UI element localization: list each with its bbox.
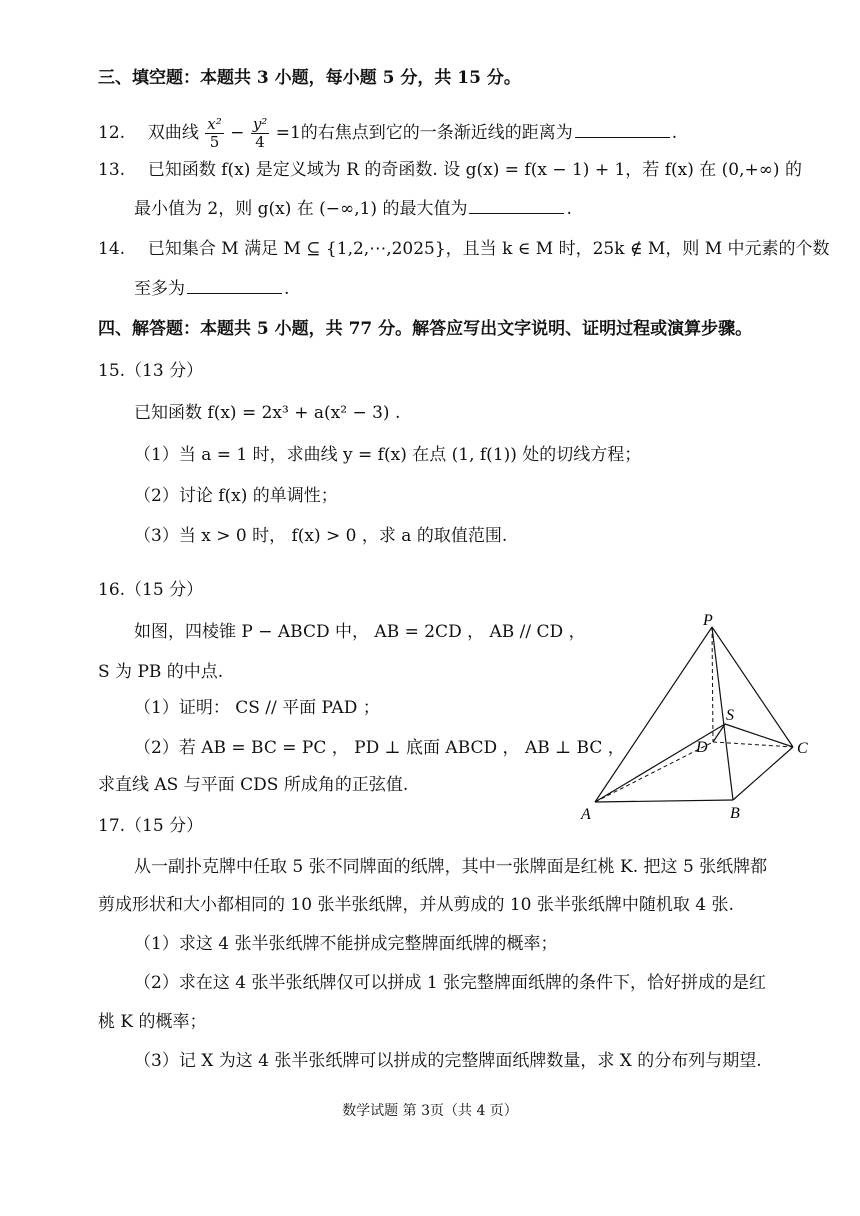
label-S: S — [726, 707, 734, 724]
edge-PA — [595, 627, 712, 802]
q14-number: 14. — [98, 239, 126, 259]
question-13 — [98, 159, 802, 181]
q16-part2: （2）若 AB = BC = PC ， PD ⊥ 底面 ABCD ， AB ⊥ BC ， — [134, 738, 625, 758]
q12-eq: =1 — [275, 123, 301, 143]
q17-part3: （3）记 X 为这 4 张半张纸牌可以拼成的完整牌面纸牌数量，求 X 的分布列与期望. — [134, 1051, 762, 1071]
q14-end: . — [284, 279, 290, 299]
edge-SD — [713, 724, 725, 742]
q13-number: 13. — [98, 160, 126, 180]
q15-part3: （3）当 x > 0 时， f(x) > 0 ，求 a 的取值范围. — [134, 526, 508, 546]
q14-answer-blank — [187, 277, 282, 294]
q15-part2: （2）讨论 f(x) 的单调性； — [134, 486, 338, 506]
q17-part2b: 桃 K 的概率； — [98, 1012, 207, 1032]
q14-line1: 已知集合 M 满足 M ⊆ {1,2,⋯,2025}，且当 k ∈ M 时，25k ∉ M，则 M 中元素的个数 — [147, 239, 830, 259]
q12-answer-blank — [575, 121, 670, 138]
q16-part2b: 求直线 AS 与平面 CDS 所成角的正弦值. — [98, 775, 409, 795]
q17-stem2: 剪成形状和大小都相同的 10 张半张纸牌，并从剪成的 10 张半张纸牌中随机取 4 张. — [98, 895, 734, 915]
section3-heading: 三、填空题：本题共 3 小题，每小题 5 分，共 15 分。 — [98, 68, 521, 88]
page-footer: 数学试题 第 3页（共 4 页） — [342, 1103, 518, 1119]
q13-line2-text: 最小值为 2，则 g(x) 在 (−∞,1) 的最大值为 — [134, 199, 468, 219]
q15-stem: 已知函数 f(x) = 2x³ + a(x² − 3) . — [134, 403, 401, 423]
q14-line2 — [134, 277, 289, 300]
q15-part1: （1）当 a = 1 时，求曲线 y = f(x) 在点 (1, f(1)) 处的切线方程； — [134, 445, 642, 465]
edge-PD — [712, 627, 713, 742]
edge-AS — [595, 724, 725, 802]
q13-line2 — [134, 197, 572, 220]
q12-minus: − — [230, 123, 245, 143]
q14-line2-text: 至多为 — [134, 279, 185, 299]
section4-heading: 四、解答题：本题共 5 小题，共 77 分。解答应写出文字说明、证明过程或演算步骤。 — [98, 319, 753, 339]
q12-fraction-2: $\frac{\text{y²}}{4}$ — [252, 115, 268, 151]
q13-line1: 已知函数 f(x) 是定义域为 R 的奇函数. 设 g(x) = f(x − 1) + 1，若 f(x) 在 (0,+∞) 的 — [147, 160, 802, 180]
q12-post: 的右焦点到它的一条渐近线的距离为 — [300, 123, 573, 143]
q17-stem1: 从一副扑克牌中任取 5 张不同牌面的纸牌，其中一张牌面是红桃 K. 把这 5 张纸牌都 — [134, 857, 768, 877]
edge-AB — [595, 800, 733, 802]
label-A: A — [581, 806, 591, 823]
question-12 — [98, 116, 677, 151]
q13-answer-blank — [469, 197, 564, 214]
q17-header: 17.（15 分） — [98, 816, 204, 836]
label-P: P — [703, 612, 713, 629]
q16-part1: （1）证明： CS // 平面 PAD ； — [134, 698, 380, 718]
q16-header: 16.（15 分） — [98, 580, 204, 600]
q15-header: 15.（13 分） — [98, 361, 204, 381]
q17-part2: （2）求在这 4 张半张纸牌仅可以拼成 1 张完整牌面纸牌的条件下，恰好拼成的是红 — [134, 973, 767, 993]
q13-end: . — [566, 199, 572, 219]
q16-stem1: 如图，四棱锥 P − ABCD 中， AB = 2CD ， AB // CD ， — [134, 622, 586, 642]
edge-BC — [733, 747, 793, 800]
q12-end: . — [671, 123, 678, 143]
label-B: B — [730, 805, 740, 822]
q16-stem2: S 为 PB 的中点. — [98, 662, 224, 682]
q17-part1: （1）求这 4 张半张纸牌不能拼成完整牌面纸牌的概率； — [134, 934, 558, 954]
question-14 — [98, 238, 830, 260]
label-D: D — [696, 739, 708, 756]
q12-fraction-1: $\frac{\text{x²}}{5}$ — [207, 115, 222, 151]
pyramid-figure — [575, 612, 815, 827]
q12-pre: 双曲线 — [147, 123, 199, 143]
q12-number: 12. — [98, 123, 126, 143]
label-C: C — [797, 740, 808, 757]
